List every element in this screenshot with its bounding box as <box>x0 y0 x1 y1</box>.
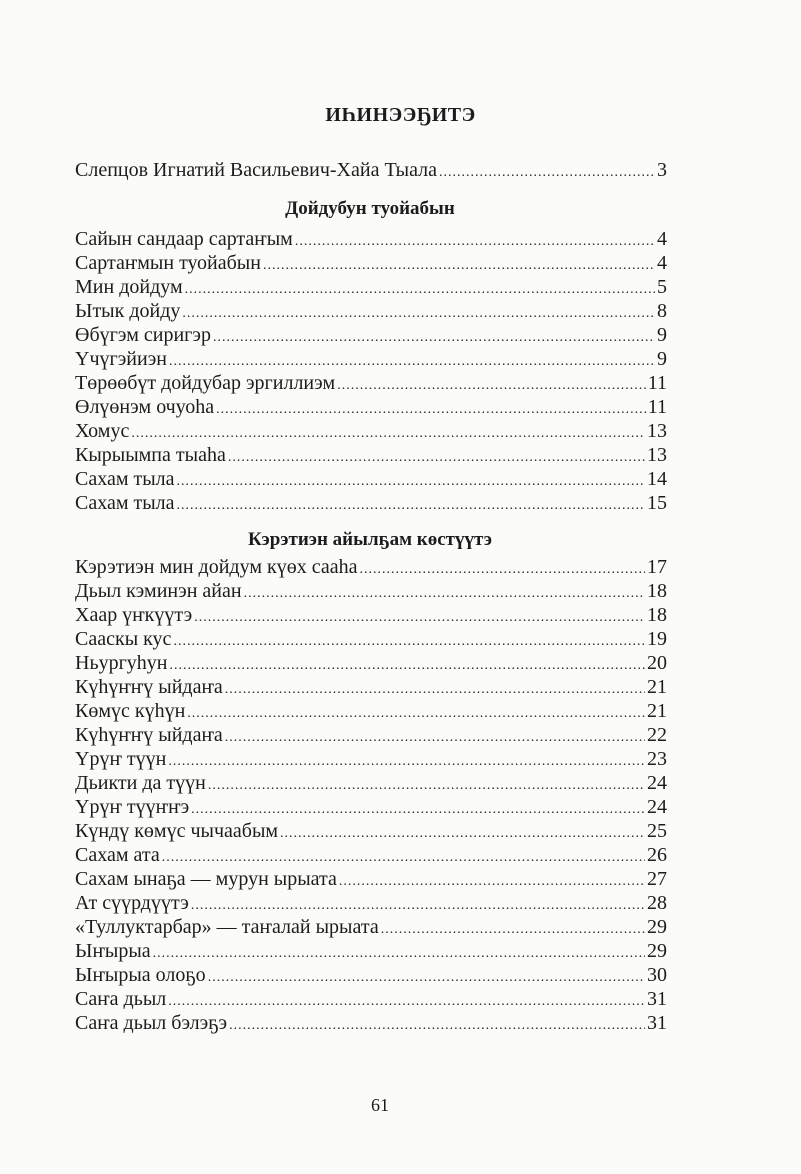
toc-entry <box>75 323 667 347</box>
toc-entry-title: Күһүҥҥү ыйдаҥа <box>75 724 223 746</box>
toc-entry-title: Өлүөнэм очуоһа <box>75 396 215 418</box>
toc-entry-page: 8 <box>657 300 667 322</box>
toc-entry <box>75 467 667 491</box>
toc-entry-title: Күһүҥҥү ыйдаҥа <box>75 676 223 698</box>
toc-entry <box>75 555 667 579</box>
toc-entry-title: Дьикти да түүн <box>75 772 206 794</box>
toc-entry <box>75 867 667 891</box>
toc-entry <box>75 723 667 747</box>
toc-entry <box>75 443 667 467</box>
toc-entry-page: 31 <box>647 1012 667 1034</box>
toc-entry-title: Ытык дойду <box>75 300 181 322</box>
toc-entry <box>75 491 667 515</box>
toc-entry-page: 4 <box>657 228 667 250</box>
section-title-1: Дойдубун туойабын <box>285 198 455 219</box>
toc-entry <box>75 795 667 819</box>
toc-entry-page: 3 <box>657 159 667 181</box>
toc-entry-title: Үчүгэйиэн <box>75 348 167 370</box>
toc-entry-title: Кырыымпа тыаһа <box>75 444 226 466</box>
toc-entry-page: 26 <box>647 844 667 866</box>
toc-entry-page: 11 <box>647 396 667 418</box>
toc-entry-page: 9 <box>657 324 667 346</box>
toc-entry <box>75 419 667 443</box>
toc-entry <box>75 987 667 1011</box>
toc-entry <box>75 675 667 699</box>
toc-entry-title: Хаар үҥкүүтэ <box>75 604 193 626</box>
toc-entry-title: Кэрэтиэн мин дойдум күөх сааһа <box>75 556 358 578</box>
toc-entry-page: 31 <box>647 988 667 1010</box>
toc-entry <box>75 275 667 299</box>
toc-entry-page: 18 <box>647 580 667 602</box>
toc-entry-page: 4 <box>657 252 667 274</box>
toc-entry-title: Мин дойдум <box>75 276 183 298</box>
toc-leader-dots <box>439 161 655 185</box>
toc-entry <box>75 699 667 723</box>
toc-entry <box>75 771 667 795</box>
toc-entry <box>75 251 667 275</box>
toc-entry-page: 24 <box>647 796 667 818</box>
page-title: ИҺИНЭЭҔИТЭ <box>325 104 476 126</box>
toc-entry <box>75 891 667 915</box>
toc-entry <box>75 395 667 419</box>
section-title-2: Кэрэтиэн айылҕам көстүүтэ <box>247 529 493 550</box>
toc-entry-title: Төрөөбүт дойдубар эргиллиэм <box>75 372 336 394</box>
toc-entry-title: Күндү көмүс чычаабым <box>75 820 279 842</box>
toc-entry-page: 14 <box>647 468 667 490</box>
toc-entry-page: 5 <box>657 276 667 298</box>
toc-entry-title: Сахам ата <box>75 844 160 866</box>
toc-entry-title: Слепцов Игнатий Васильевич-Хайа Тыала <box>75 159 438 181</box>
toc-entry <box>75 627 667 651</box>
toc-entry <box>75 819 667 843</box>
toc-entry-title: Саҥа дьыл <box>75 988 167 1010</box>
toc-entry-page: 28 <box>647 892 667 914</box>
toc-entry-page: 21 <box>647 700 667 722</box>
toc-entry-title: Көмүс күһүн <box>75 700 186 722</box>
toc-entry-title: Сартаҥмын туойабын <box>75 252 261 274</box>
toc-entry-intro <box>75 158 667 182</box>
toc-entry <box>75 747 667 771</box>
toc-entry-page: 29 <box>647 940 667 962</box>
toc-entry-page: 13 <box>647 420 667 442</box>
toc-entry-page: 25 <box>647 820 667 842</box>
toc-entry <box>75 843 667 867</box>
toc-entry <box>75 651 667 675</box>
page-number: 61 <box>371 1095 389 1115</box>
toc-entry-page: 24 <box>647 772 667 794</box>
toc-entry-page: 9 <box>657 348 667 370</box>
toc-leader-dots <box>229 1014 645 1038</box>
toc-entry-page: 22 <box>647 724 667 746</box>
toc-entry-title: Үрүҥ түүн <box>75 748 167 770</box>
toc-entry-page: 23 <box>647 748 667 770</box>
toc-entry-page: 29 <box>647 916 667 938</box>
toc-entry <box>75 915 667 939</box>
toc-entry-page: 21 <box>647 676 667 698</box>
toc-entry-title: Сааскы кус <box>75 628 172 650</box>
toc-entry-page: 27 <box>647 868 667 890</box>
toc-entry-title: «Туллуктарбар» — таҥалай ырыата <box>75 916 379 938</box>
toc-entry <box>75 299 667 323</box>
toc-entry-title: Сахам ынаҕа — мурун ырыата <box>75 868 337 890</box>
toc-entry-title: Сахам тыла <box>75 492 175 514</box>
toc-entry <box>75 939 667 963</box>
toc-entry-page: 11 <box>647 372 667 394</box>
toc-entry <box>75 227 667 251</box>
toc-entry-page: 13 <box>647 444 667 466</box>
toc-entry <box>75 579 667 603</box>
toc-entry <box>75 603 667 627</box>
toc-entry-page: 19 <box>647 628 667 650</box>
toc-leader-dots <box>177 494 645 518</box>
toc-entry-title: Дьыл кэминэн айан <box>75 580 242 602</box>
toc-entry <box>75 347 667 371</box>
toc-entry-title: Сайын сандаар сартаҥым <box>75 228 293 250</box>
toc-entry-title: Саҥа дьыл бэлэҕэ <box>75 1012 228 1034</box>
toc-entry-title: Хомус <box>75 420 130 442</box>
toc-entry-title: Ыҥырыа олоҕо <box>75 964 206 986</box>
toc-entry-page: 20 <box>647 652 667 674</box>
toc-entry <box>75 963 667 987</box>
toc-entry-title: Ыҥырыа <box>75 940 151 962</box>
toc-entry-page: 17 <box>647 556 667 578</box>
toc-entry-page: 18 <box>647 604 667 626</box>
toc-entry-title: Ат сүүрдүүтэ <box>75 892 189 914</box>
toc-entry-title: Үрүҥ түүҥҥэ <box>75 796 190 818</box>
toc-entry-page: 15 <box>647 492 667 514</box>
toc-entry-page: 30 <box>647 964 667 986</box>
toc-entry-title: Ньургуһун <box>75 652 168 674</box>
toc-entry-title: Өбүгэм сиригэр <box>75 324 211 346</box>
toc-entry <box>75 1011 667 1035</box>
toc-entry-title: Сахам тыла <box>75 468 175 490</box>
toc-entry <box>75 371 667 395</box>
